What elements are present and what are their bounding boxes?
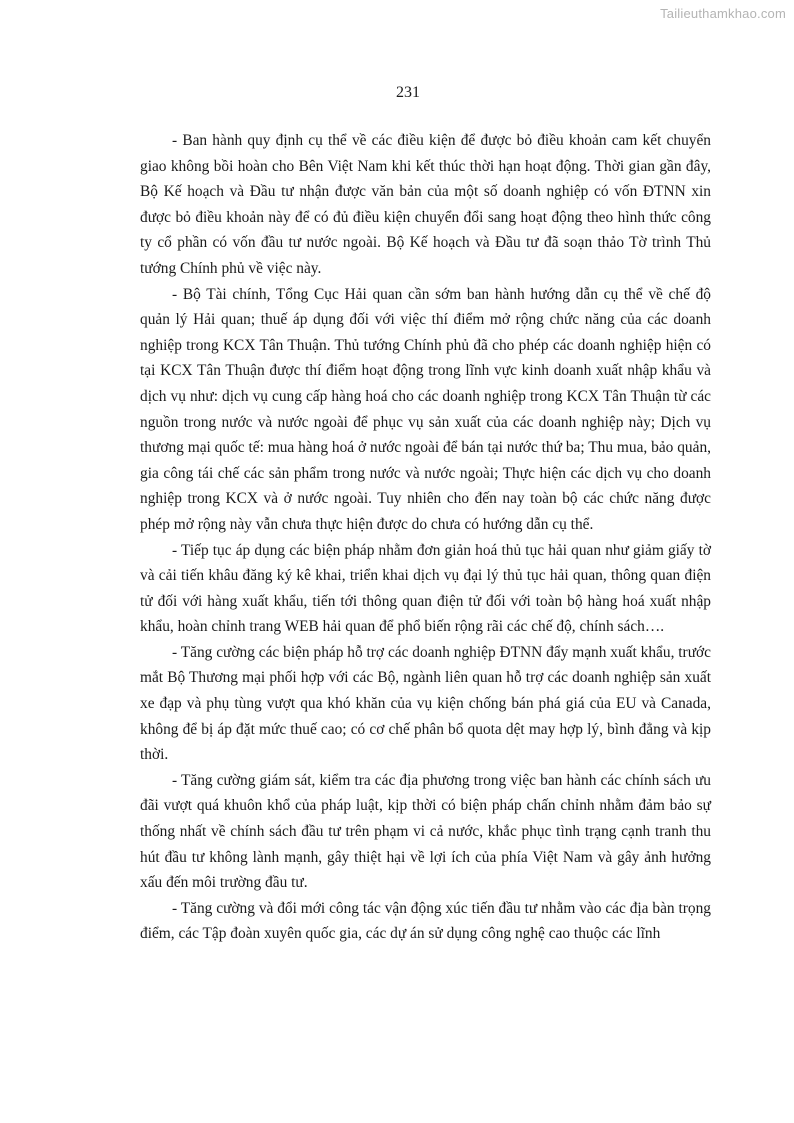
document-body [140,128,711,947]
paragraph-2: - Bộ Tài chính, Tổng Cục Hải quan cần sớm ban hành hướng dẫn cụ thể về chế độ quản lý Hải quan; thuế áp dụng đối với việc thí điểm mở rộng chức năng của các doanh nghiệp trong KCX Tân Thuận. Thủ tướng Chính phủ đã cho phép các doanh nghiệp hiện có tại KCX Tân Thuận được thí điểm hoạt động trong lĩnh vực kinh doanh xuất nhập khẩu và dịch vụ như: dịch vụ cung cấp hàng hoá cho các doanh nghiệp trong KCX Tân Thuận từ các nguồn trong nước và nước ngoài để phục vụ sản xuất của các doanh nghiệp này; Dịch vụ thương mại quốc tế: mua hàng hoá ở nước ngoài để bán tại nước thứ ba; Thu mua, bảo quản, gia công tái chế các sản phẩm trong nước và nước ngoài; Thực hiện các dịch vụ cho doanh nghiệp trong KCX và ở nước ngoài. Tuy nhiên cho đến nay toàn bộ các chức năng được phép mở rộng này vẫn chưa thực hiện được do chưa có hướng dẫn cụ thể. [140,285,711,533]
watermark: Tailieuthamkhao.com [660,6,786,21]
paragraph-6: - Tăng cường và đổi mới công tác vận động xúc tiến đầu tư nhằm vào các địa bàn trọng điểm, các Tập đoàn xuyên quốc gia, các dự án sử dụng công nghệ cao thuộc các lĩnh [140,899,711,943]
paragraph-4: - Tăng cường các biện pháp hỗ trợ các doanh nghiệp ĐTNN đẩy mạnh xuất khẩu, trước mắt Bộ Thương mại phối hợp với các Bộ, ngành liên quan hỗ trợ các doanh nghiệp sản xuất xe đạp và phụ tùng vượt qua khó khăn của vụ kiện chống bán phá giá của EU và Canada, không để bị áp đặt mức thuế cao; có cơ chế phân bổ quota dệt may hợp lý, bình đẳng và kịp thời. [140,643,711,764]
paragraph-3: - Tiếp tục áp dụng các biện pháp nhằm đơn giản hoá thủ tục hải quan như giảm giấy tờ và cải tiến khâu đăng ký kê khai, triển khai dịch vụ đại lý thủ tục hải quan, thông quan điện tử đối với hàng xuất khẩu, tiến tới thông quan điện tử đối với toàn bộ hàng hoá xuất nhập khẩu, hoàn chỉnh trang WEB hải quan để phổ biến rộng rãi các chế độ, chính sách…. [140,541,711,636]
page-number: 231 [396,84,420,101]
paragraph-5: - Tăng cường giám sát, kiểm tra các địa phương trong việc ban hành các chính sách ưu đãi vượt quá khuôn khổ của pháp luật, kịp thời có biện pháp chấn chỉnh nhằm đảm bảo sự thống nhất về chính sách đầu tư trên phạm vi cả nước, khắc phục tình trạng cạnh tranh thu hút đầu tư không lành mạnh, gây thiệt hại về lợi ích của phía Việt Nam và gây ảnh hưởng xấu đến môi trường đầu tư. [140,771,711,892]
paragraph-1: - Ban hành quy định cụ thể về các điều kiện để được bỏ điều khoản cam kết chuyển giao không bồi hoàn cho Bên Việt Nam khi kết thúc thời hạn hoạt động. Thời gian gần đây, Bộ Kế hoạch và Đầu tư nhận được văn bản của một số doanh nghiệp có vốn ĐTNN xin được bỏ điều khoản này để có đủ điều kiện chuyển đổi sang hoạt động theo hình thức công ty cổ phần có vốn đầu tư nước ngoài. Bộ Kế hoạch và Đầu tư đã soạn thảo Tờ trình Thủ tướng Chính phủ về việc này. [140,132,711,277]
